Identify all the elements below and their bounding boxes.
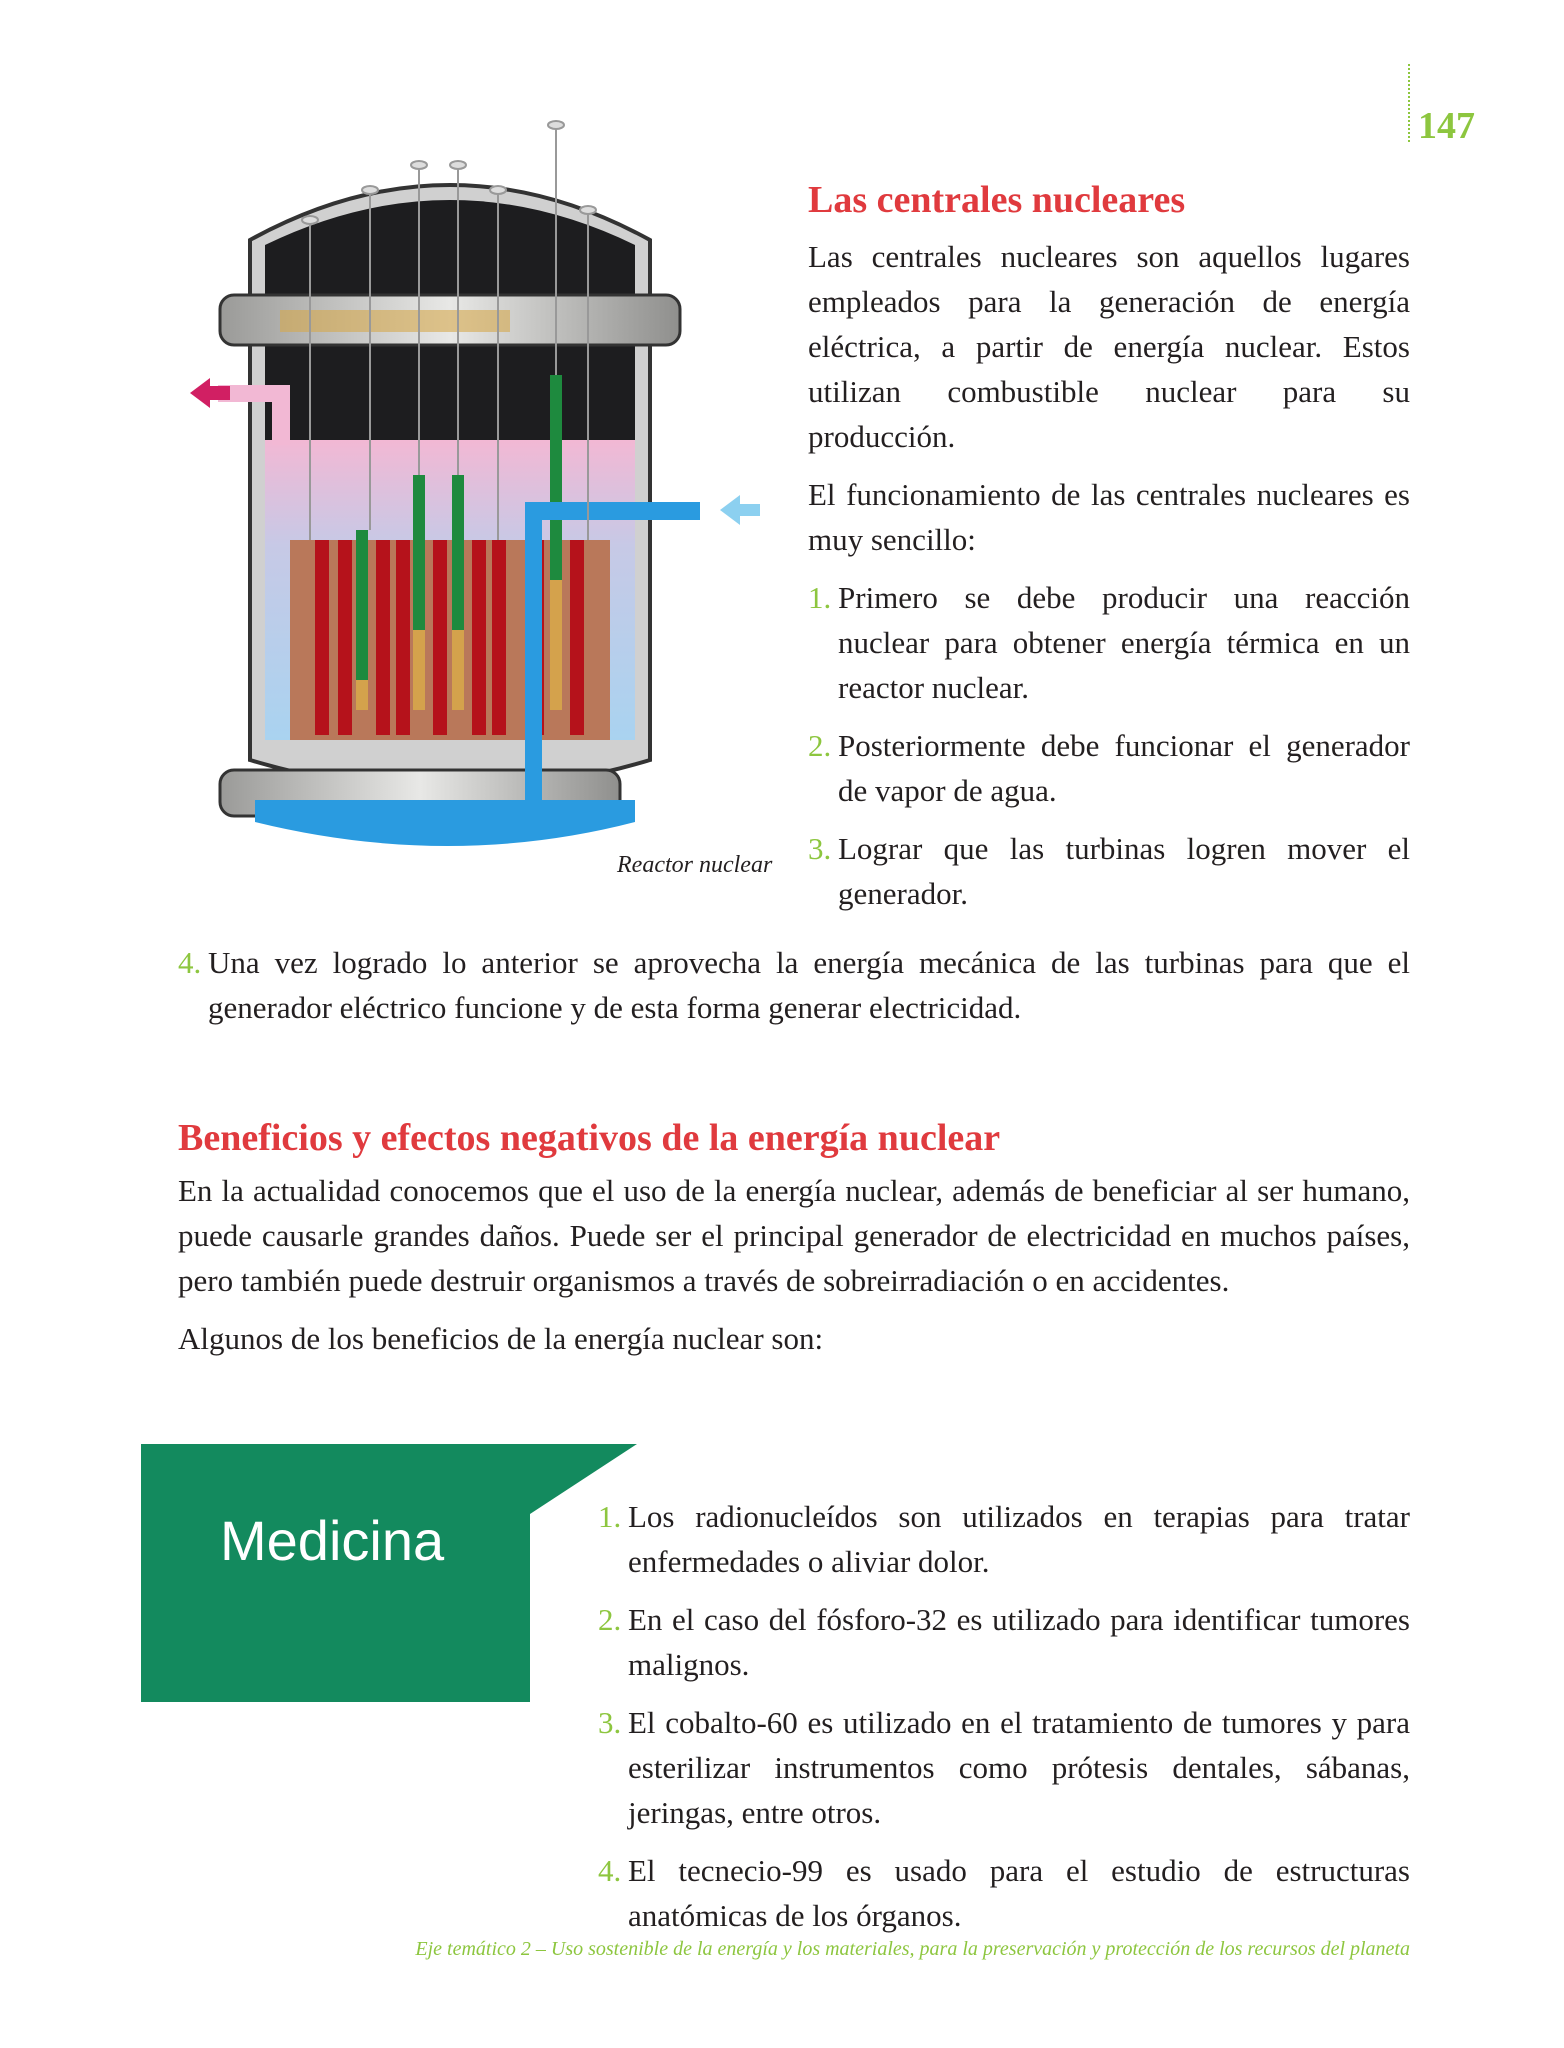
paragraph: Las centrales nucleares son aquellos lugares empleados para la generación de energía eléctrica, a partir de energía nuclear. Estos utilizan combustible nuclear para su producción. [808,239,1410,454]
section-title: Beneficios y efectos negativos de la energía nuclear [178,1117,1001,1159]
list-item [598,1494,1410,1584]
page-number: 147 [1418,105,1475,147]
item-number: 1. [598,1499,622,1534]
reactor-diagram [180,110,780,880]
item-number: 2. [598,1602,622,1637]
list-item [808,575,1410,710]
list-item [598,1848,1410,1938]
medicina-banner [141,1444,637,1702]
item-text: Los radionucleídos son utilizados en terapias para tratar enfermedades o aliviar dolor. [628,1499,1410,1579]
item-number: 4. [178,945,202,980]
medicina-list [598,1494,1410,1951]
item-number: 1. [808,580,832,615]
medicina-label: Medicina [220,1509,445,1572]
figure-caption: Reactor nuclear [617,852,773,878]
list-item [178,940,1410,1043]
section-centrales [808,178,1410,929]
item-text: El cobalto-60 es utilizado en el tratamiento de tumores y para esterilizar instrumentos como prótesis dentales, sábanas, jeringas, entre otros. [628,1705,1410,1830]
page-number-rule [1408,64,1410,142]
item-number: 3. [808,831,832,866]
paragraph: Algunos de los beneficios de la energía nuclear son: [178,1321,824,1356]
page-footer: Eje temático 2 – Uso sostenible de la energía y los materiales, para la preservación y protección de los recursos del planeta [415,1938,1410,1960]
list-item [808,723,1410,813]
section-title: Las centrales nucleares [808,179,1186,221]
list-item [808,826,1410,916]
item-text: En el caso del fósforo-32 es utilizado para identificar tumores malignos. [628,1602,1410,1682]
paragraph: El funcionamiento de las centrales nucleares es muy sencillo: [808,477,1410,557]
item-number: 3. [598,1705,622,1740]
section-beneficios [178,1116,1410,1374]
item-text: Primero se debe producir una reacción nuclear para obtener energía térmica en un reactor nuclear. [838,580,1410,705]
paragraph: En la actualidad conocemos que el uso de la energía nuclear, además de beneficiar al ser humano, puede causarle grandes daños. Puede ser el principal generador de electricidad en muchos países, pero también puede destruir organismos a través de sobreirradiación o en accidentes. [178,1173,1410,1298]
item-text: Posteriormente debe funcionar el generador de vapor de agua. [838,728,1410,808]
list-item [598,1700,1410,1835]
list-item [598,1597,1410,1687]
item-number: 4. [598,1853,622,1888]
item-text: Lograr que las turbinas logren mover el generador. [838,831,1410,911]
item-number: 2. [808,728,832,763]
item-text: Una vez logrado lo anterior se aprovecha la energía mecánica de las turbinas para que el generador eléctrico funcione y de esta forma generar electricidad. [208,945,1410,1025]
item-text: El tecnecio-99 es usado para el estudio de estructuras anatómicas de los órganos. [628,1853,1410,1933]
